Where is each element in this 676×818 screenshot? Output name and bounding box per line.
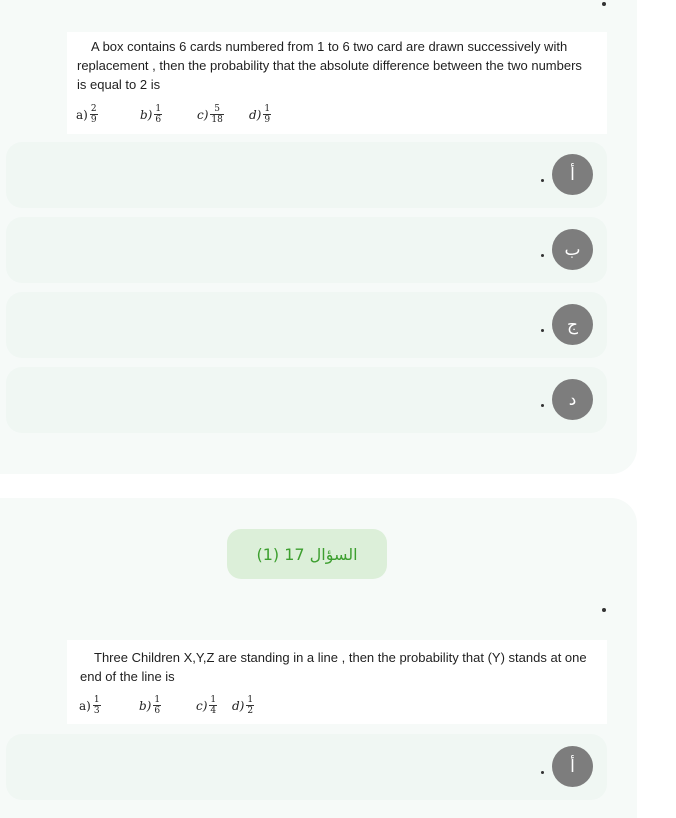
- fraction: $\frac{1}{9}$: [264, 104, 271, 125]
- bullet-marker: [602, 2, 606, 6]
- question-16-prompt: [67, 32, 607, 134]
- option-letter-badge: ج: [552, 304, 593, 345]
- option-text: [541, 329, 544, 332]
- choice-b: b) $\frac{1}{6}$: [140, 104, 162, 125]
- fraction: $\frac{5}{18}$: [211, 104, 223, 125]
- answer-option-ba[interactable]: [6, 217, 607, 283]
- answer-option-alef[interactable]: [6, 142, 607, 208]
- question-number-header: السؤال 17 (1): [227, 529, 387, 579]
- question-17-prompt: [67, 640, 607, 724]
- answer-option-alef[interactable]: [6, 734, 607, 800]
- bullet-marker: [602, 608, 606, 612]
- question-17-text: Three Children X,Y,Z are standing in a line , then the probability that (Y) stands at one end of the line is: [80, 650, 587, 684]
- option-letter-badge: د: [552, 379, 593, 420]
- option-text: [541, 404, 544, 407]
- question-17-choices: [79, 695, 254, 716]
- option-text: [541, 254, 544, 257]
- fraction: $\frac{1}{2}$: [247, 695, 254, 716]
- answer-option-jeem[interactable]: [6, 292, 607, 358]
- choice-a: a) $\frac{2}{9}$: [76, 104, 97, 125]
- fraction: $\frac{1}{6}$: [154, 695, 161, 716]
- option-letter-badge: ب: [552, 229, 593, 270]
- choice-d: d) $\frac{1}{9}$: [249, 104, 271, 125]
- option-letter-badge: أ: [552, 154, 593, 195]
- fraction: $\frac{1}{3}$: [93, 695, 100, 716]
- option-letter-badge: أ: [552, 746, 593, 787]
- choice-b: b) $\frac{1}{6}$: [139, 695, 161, 716]
- choice-a: a) $\frac{1}{3}$: [79, 695, 100, 716]
- option-text: [541, 179, 544, 182]
- fraction: $\frac{1}{4}$: [210, 695, 217, 716]
- choice-c: c) $\frac{1}{4}$: [196, 695, 217, 716]
- choice-c: c) $\frac{5}{18}$: [197, 104, 223, 125]
- fraction: $\frac{1}{6}$: [155, 104, 162, 125]
- choice-d: d) $\frac{1}{2}$: [232, 695, 254, 716]
- question-16-text: A box contains 6 cards numbered from 1 to 6 two card are drawn successively with replacement , then the probability that the absolute difference between the two numbers is equal to 2 is: [77, 39, 582, 92]
- answer-option-dal[interactable]: [6, 367, 607, 433]
- option-text: [541, 771, 544, 774]
- question-16-choices: [76, 104, 271, 125]
- fraction: $\frac{2}{9}$: [90, 104, 97, 125]
